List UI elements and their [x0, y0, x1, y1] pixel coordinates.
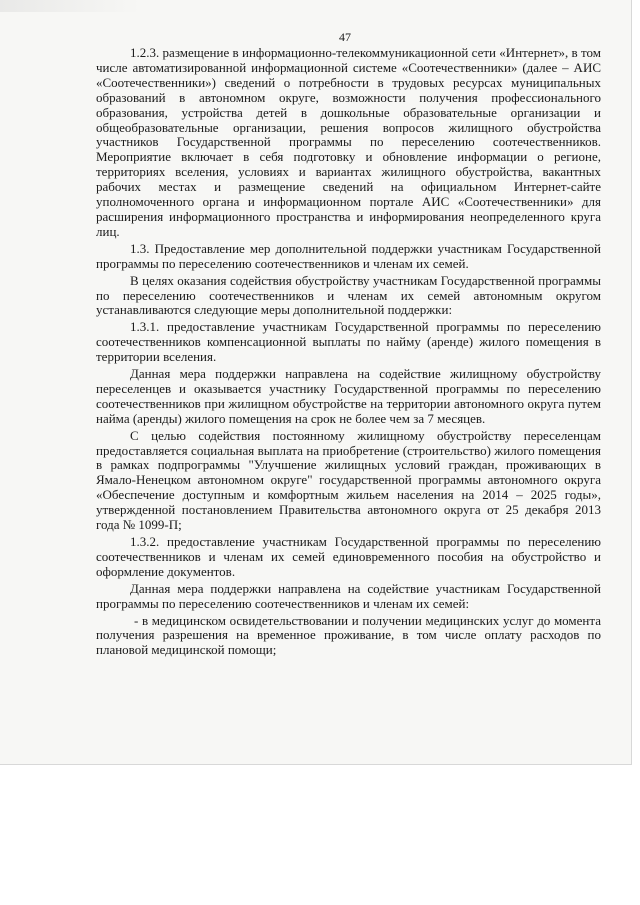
paragraph-support-intro: В целях оказания содействия обустройству участникам Государственной программы по переселению соотечественников и членам их семей автономным округом устанавливаются следующие меры дополнительной поддержки: — [96, 272, 601, 318]
paragraph-1-3-2: 1.3.2. предоставление участникам Государственной программы по переселению соотечественников и членам их семей единовременного пособия на обустройство и оформление документов. — [96, 534, 601, 579]
document-body — [96, 46, 601, 658]
scan-edge-shadow — [0, 0, 140, 12]
page-number: 47 — [339, 30, 351, 44]
paragraph-housing-payment: С целью содействия постоянному жилищному обустройству переселенцам предоставляется социальная выплата на приобретение (строительство) жилого помещения в рамках подпрограммы "Улучшение жилищных условий граждан, проживающих в Ямало-Ненецком автономном округе" государственной программы автономного округа «Обеспечение доступным и комфортным жильем населения на 2014 – 2025 годы», утвержденной постановлением Правительства автономного округа от 25 декабря 2013 года № 1099-П; — [96, 427, 601, 533]
list-item-medical: - в медицинском освидетельствовании и получении медицинских услуг до момента получения разрешения на временное проживание, в том числе оплату расходов по плановой медицинской помощи; — [96, 612, 601, 658]
paragraph-rent-measure: Данная мера поддержки направлена на содействие жилищному обустройству переселенцев и оказывается участнику Государственной программы по переселению соотечественников при жилищном обустройстве на территории автономного округа путем найма (аренды) жилого помещения на срок не более чем за 7 месяцев. — [96, 366, 601, 426]
paragraph-allowance-measure: Данная мера поддержки направлена на содействие участникам Государственной программы по переселению соотечественников и членам их семей: — [96, 580, 601, 611]
paragraph-1-2-3: 1.2.3. размещение в информационно-телекоммуникационной сети «Интернет», в том числе автоматизированной информационной системе «Соотечественники» (далее – АИС «Соотечественники») сведений о потребности в трудовых ресурсах муниципальных образований в автономном округе, возможности получения профессионального образования, устройства детей в дошкольные образовательные организации и общеобразовательные организации, решения вопросов жилищного обустройства участников Государственной программы по переселению соотечественников. Мероприятие включает в себя подготовку и обновление информации о регионе, территориях вселения, условиях и вариантах жилищного обустройства, вакантных рабочих местах и размещение сведений на официальном Интернет-сайте уполномоченного органа и информационном портале АИС «Соотечественники» для расширения информационного пространства и информирования неопределенного круга лиц. — [96, 45, 601, 239]
paragraph-1-3-1: 1.3.1. предоставление участникам Государственной программы по переселению соотечественников компенсационной выплаты по найму (аренде) жилого помещения в территории вселения. — [96, 319, 601, 365]
paragraph-1-3: 1.3. Предоставление мер дополнительной поддержки участникам Государственной программы по переселению соотечественников и членам их семей. — [96, 240, 601, 271]
